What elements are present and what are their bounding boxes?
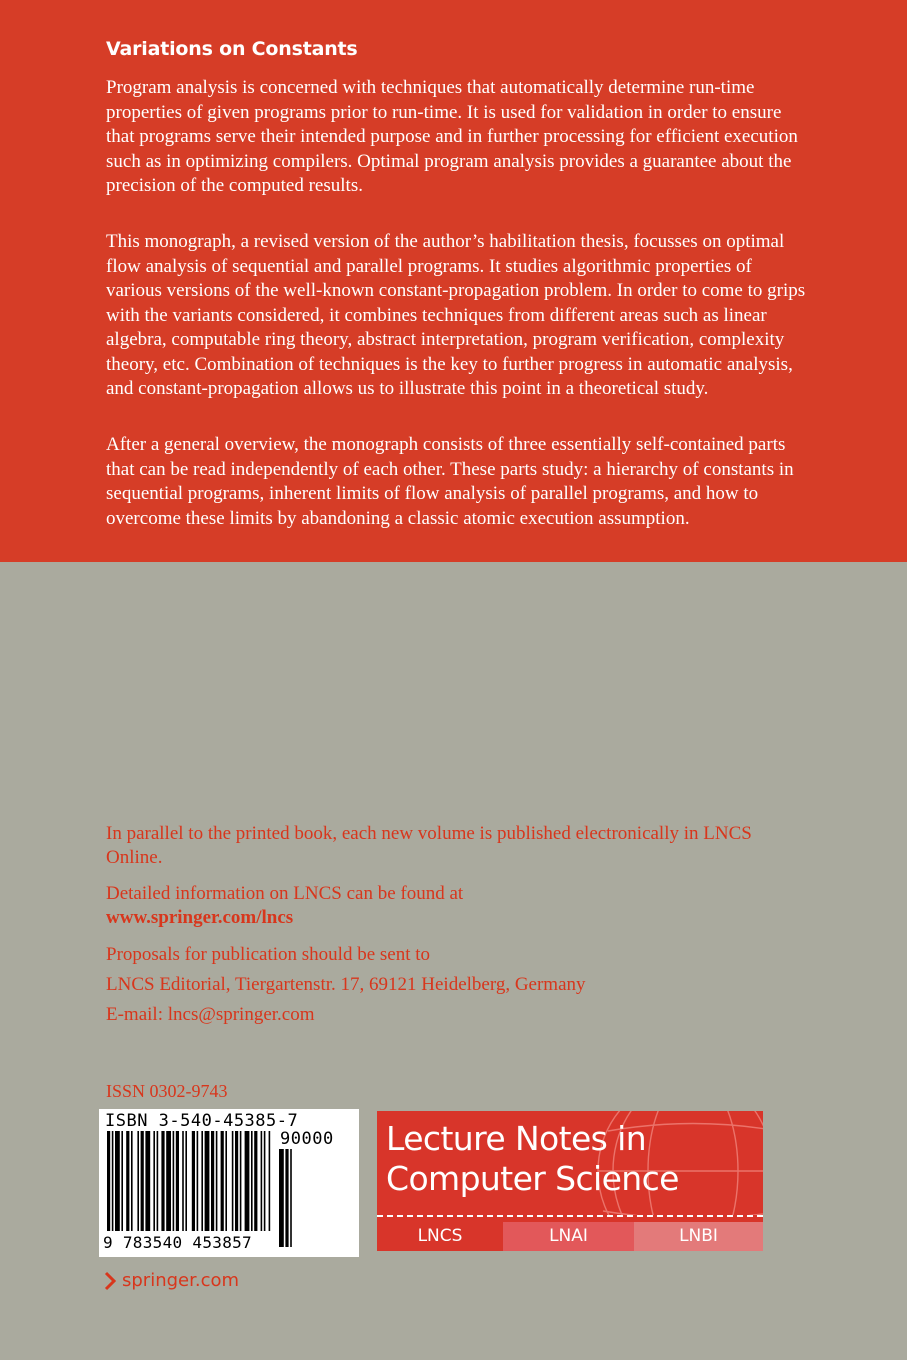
barcode-bar <box>161 1131 164 1231</box>
chevron-right-icon <box>104 1271 116 1291</box>
lncs-url-link[interactable]: www.springer.com/lncs <box>106 906 294 928</box>
blurb-paragraph-1: Program analysis is concerned with techniques that automatically determine run-time properties of given programs prior to run-time. It is used for validation in order to ensure that programs serve their intended purpose and in further processing for efficient execution such as in optimizing compilers. Optimal program analysis provides a guarantee about the precision of the computed results. <box>106 77 798 196</box>
proposals-note: Proposals for publication should be sent to <box>106 944 431 965</box>
springer-logo-text: springer.com <box>122 1270 240 1291</box>
barcode-bar <box>153 1131 155 1231</box>
barcode-bar <box>290 1149 292 1247</box>
barcode-bar <box>216 1131 218 1231</box>
barcode-bar <box>145 1131 150 1231</box>
barcode-bar <box>157 1131 159 1231</box>
barcode-bar <box>176 1131 179 1231</box>
barcode-bar <box>205 1131 210 1231</box>
barcode-bar <box>251 1131 253 1231</box>
issn-number: ISSN 0302-9743 <box>106 1081 228 1101</box>
barcode-bar <box>131 1131 133 1231</box>
barcode-bar <box>121 1131 123 1231</box>
detail-info <box>106 882 806 929</box>
barcode-isbn-text: ISBN 3-540-45385-7 <box>105 1111 299 1131</box>
barcode-bar <box>197 1131 199 1231</box>
barcode-bar <box>112 1131 114 1231</box>
barcode-bar <box>166 1131 171 1231</box>
series-tabs <box>377 1222 763 1251</box>
barcode-bar <box>185 1131 187 1231</box>
series-logo <box>377 1111 763 1251</box>
isbn-barcode <box>99 1109 359 1257</box>
barcode-bar <box>240 1131 242 1231</box>
barcode-bar <box>192 1131 195 1231</box>
tab-lncs: LNCS <box>377 1222 503 1251</box>
barcode-bar <box>235 1131 238 1231</box>
barcode-bar <box>137 1131 139 1231</box>
barcode-bar <box>141 1131 144 1231</box>
barcode-bar <box>225 1131 227 1231</box>
detail-intro: Detailed information on LNCS can be found at <box>106 883 464 904</box>
barcode-bar <box>245 1131 250 1231</box>
blurb-paragraph-2: This monograph, a revised version of the author’s habilitation thesis, focusses on optimal flow analysis of sequential and parallel programs. It studies algorithmic properties of various versions of the well-known constant-propagation problem. In order to come to grips with the variants considered, it combines techniques from different areas such as linear algebra, computable ring theory, abstract interpretation, program verification, complexity theory, etc. Combination of techniques is the key to further progress in automatic analysis, and constant-propagation allows us to illustrate this point in a theoretical study. <box>106 231 806 399</box>
barcode-bar <box>182 1131 184 1231</box>
barcode-addon-text: 90000 <box>280 1129 334 1149</box>
editorial-email: E-mail: lncs@springer.com <box>106 1004 315 1025</box>
barcode-digits: 9 783540 453857 <box>103 1233 252 1252</box>
barcode-bar <box>201 1131 203 1231</box>
barcode-bar <box>264 1131 266 1231</box>
blurb-panel <box>0 0 907 562</box>
barcode-bar <box>269 1131 271 1231</box>
barcode-bar <box>261 1131 263 1231</box>
book-title: Variations on Constants <box>106 38 358 60</box>
barcode-bar <box>107 1131 110 1231</box>
editorial-address: LNCS Editorial, Tiergartenstr. 17, 69121 Heidelberg, Germany <box>106 974 586 995</box>
tab-lnbi: LNBI <box>634 1222 763 1251</box>
online-note: In parallel to the printed book, each new volume is published electronically in LNCS Online. <box>106 823 752 868</box>
blurb-paragraph-3: After a general overview, the monograph consists of three essentially self-contained parts that can be read independently of each other. These parts study: a hierarchy of constants in sequential programs, inherent limits of flow analysis of parallel programs, and how to overcome these limits by abandoning a classic atomic execution assumption. <box>106 434 794 529</box>
barcode-bar <box>285 1149 288 1247</box>
tab-lnai: LNAI <box>503 1222 634 1251</box>
barcode-bar <box>211 1131 214 1231</box>
barcode-bar <box>232 1131 234 1231</box>
series-title: Lecture Notes in Computer Science <box>386 1119 679 1198</box>
barcode-bar <box>279 1149 284 1247</box>
springer-logo <box>104 1270 239 1291</box>
barcode-bar <box>126 1131 129 1231</box>
barcode-bar <box>221 1131 224 1231</box>
series-divider <box>377 1215 763 1217</box>
barcode-bar <box>254 1131 257 1231</box>
barcode-bar <box>173 1131 175 1231</box>
barcode-bar <box>115 1131 120 1231</box>
